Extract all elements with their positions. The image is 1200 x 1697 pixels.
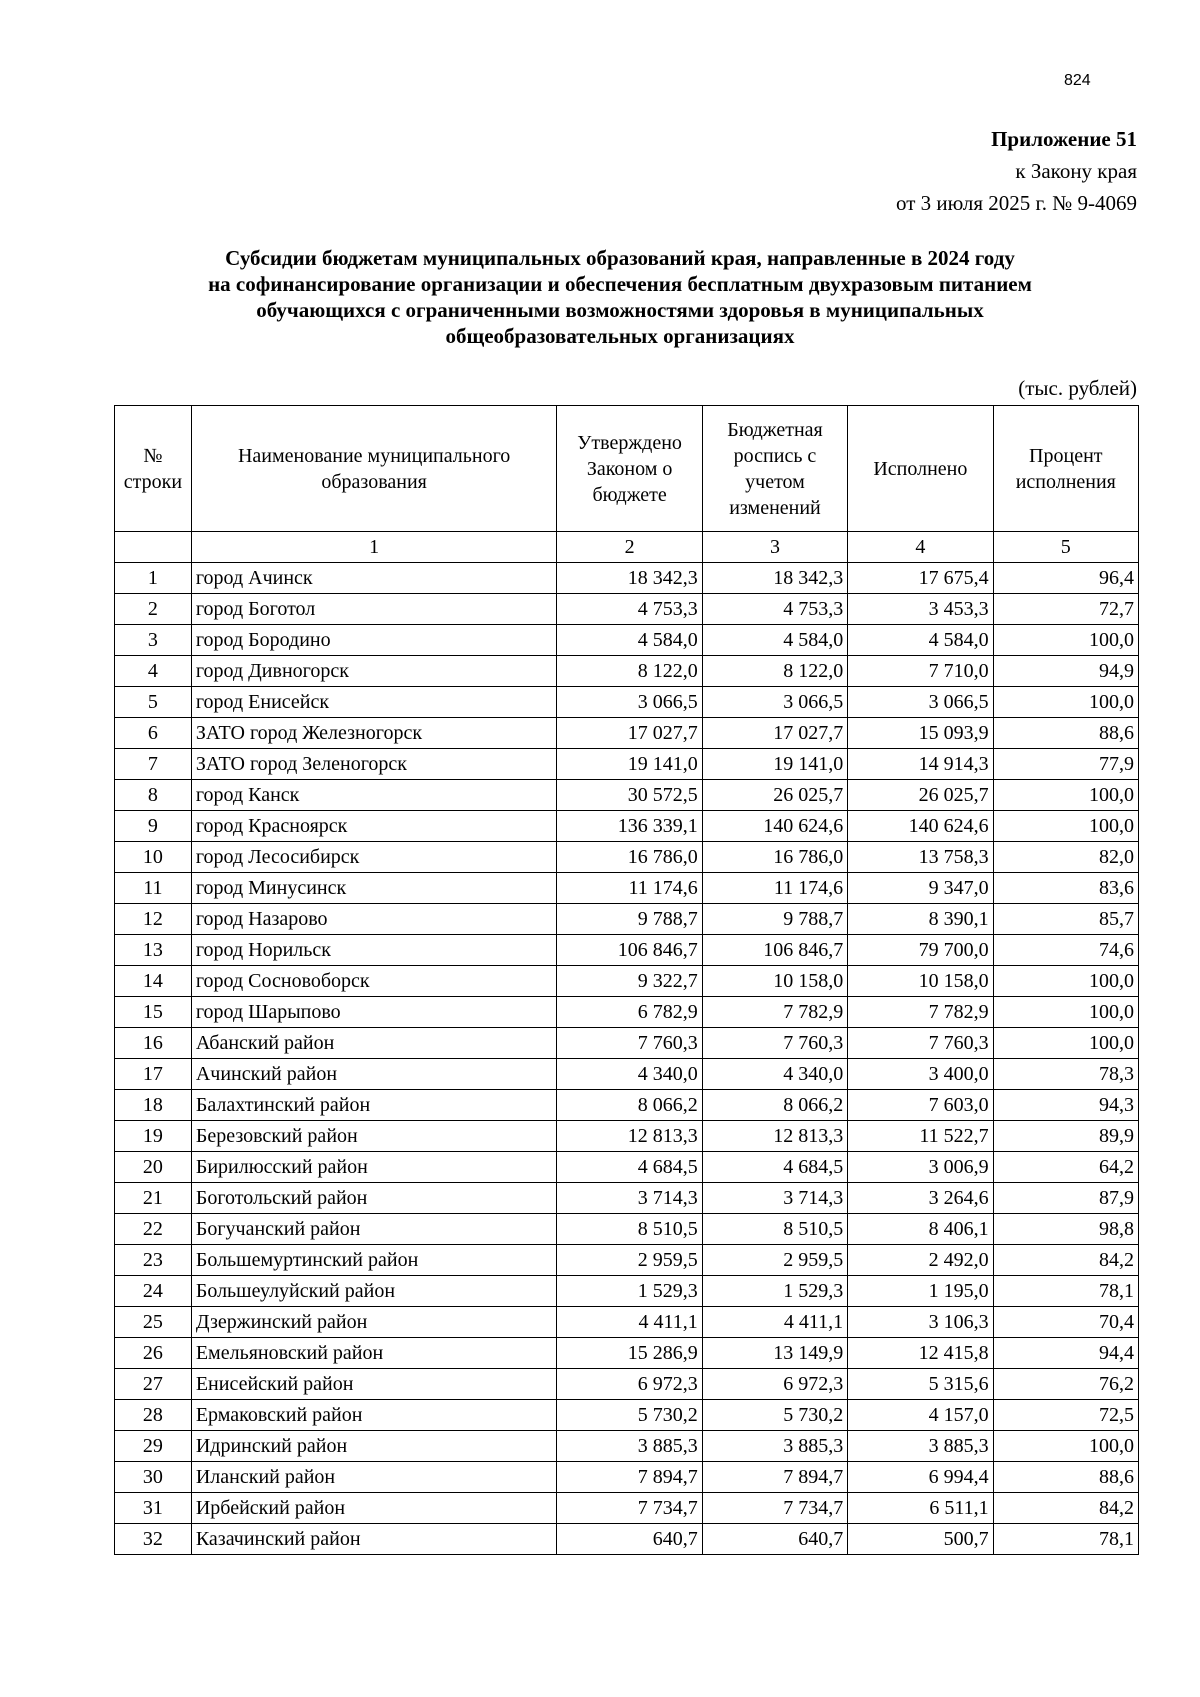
table-row — [115, 687, 1139, 718]
table-row — [115, 594, 1139, 625]
table-row — [115, 904, 1139, 935]
table-row — [115, 811, 1139, 842]
budget-schedule-cell: 26 025,7 — [702, 780, 847, 811]
document-title — [100, 245, 1140, 349]
municipality-cell: город Сосновоборск — [191, 966, 557, 997]
percent-cell: 72,5 — [993, 1400, 1138, 1431]
executed-cell: 14 914,3 — [848, 749, 993, 780]
header-municipality: Наименование муниципального образования — [191, 406, 557, 532]
row-number-cell: 32 — [115, 1524, 192, 1555]
table-row — [115, 625, 1139, 656]
municipality-cell: город Канск — [191, 780, 557, 811]
executed-cell: 10 158,0 — [848, 966, 993, 997]
municipality-cell: город Назарово — [191, 904, 557, 935]
header-approved: Утверждено Законом о бюджете — [557, 406, 702, 532]
municipality-cell: Ермаковский район — [191, 1400, 557, 1431]
approved-cell: 11 174,6 — [557, 873, 702, 904]
budget-schedule-cell: 7 782,9 — [702, 997, 847, 1028]
header-row-number: № строки — [115, 406, 192, 532]
budget-schedule-cell: 11 174,6 — [702, 873, 847, 904]
percent-cell: 96,4 — [993, 563, 1138, 594]
approved-cell: 19 141,0 — [557, 749, 702, 780]
percent-cell: 74,6 — [993, 935, 1138, 966]
row-number-cell: 20 — [115, 1152, 192, 1183]
approved-cell: 8 122,0 — [557, 656, 702, 687]
row-number-cell: 7 — [115, 749, 192, 780]
percent-cell: 77,9 — [993, 749, 1138, 780]
percent-cell: 70,4 — [993, 1307, 1138, 1338]
approved-cell: 8 066,2 — [557, 1090, 702, 1121]
municipality-cell: город Лесосибирск — [191, 842, 557, 873]
percent-cell: 100,0 — [993, 1431, 1138, 1462]
approved-cell: 6 782,9 — [557, 997, 702, 1028]
table-row — [115, 1338, 1139, 1369]
percent-cell: 88,6 — [993, 718, 1138, 749]
executed-cell: 11 522,7 — [848, 1121, 993, 1152]
percent-cell: 94,4 — [993, 1338, 1138, 1369]
subsidies-table — [114, 405, 1139, 1555]
budget-schedule-cell: 4 411,1 — [702, 1307, 847, 1338]
approved-cell: 12 813,3 — [557, 1121, 702, 1152]
budget-schedule-cell: 8 066,2 — [702, 1090, 847, 1121]
table-row — [115, 1090, 1139, 1121]
budget-schedule-cell: 4 340,0 — [702, 1059, 847, 1090]
executed-cell: 2 492,0 — [848, 1245, 993, 1276]
percent-cell: 100,0 — [993, 780, 1138, 811]
approved-cell: 136 339,1 — [557, 811, 702, 842]
row-number-cell: 11 — [115, 873, 192, 904]
municipality-cell: Иланский район — [191, 1462, 557, 1493]
approved-cell: 2 959,5 — [557, 1245, 702, 1276]
table-row — [115, 1028, 1139, 1059]
table-row — [115, 842, 1139, 873]
table-row — [115, 780, 1139, 811]
budget-schedule-cell: 140 624,6 — [702, 811, 847, 842]
budget-schedule-cell: 7 734,7 — [702, 1493, 847, 1524]
budget-schedule-cell: 3 714,3 — [702, 1183, 847, 1214]
budget-schedule-cell: 9 788,7 — [702, 904, 847, 935]
municipality-cell: Абанский район — [191, 1028, 557, 1059]
table-row — [115, 1121, 1139, 1152]
percent-cell: 100,0 — [993, 625, 1138, 656]
budget-schedule-cell: 2 959,5 — [702, 1245, 847, 1276]
title-line: на софинансирование организации и обеспечения бесплатным двухразовым питанием — [208, 272, 1032, 296]
executed-cell: 3 264,6 — [848, 1183, 993, 1214]
row-number-cell: 28 — [115, 1400, 192, 1431]
municipality-cell: Дзержинский район — [191, 1307, 557, 1338]
table-row — [115, 1400, 1139, 1431]
row-number-cell: 14 — [115, 966, 192, 997]
table-row — [115, 1059, 1139, 1090]
page-number: 824 — [1064, 72, 1091, 89]
percent-cell: 84,2 — [993, 1245, 1138, 1276]
percent-cell: 78,1 — [993, 1276, 1138, 1307]
municipality-cell: город Боготол — [191, 594, 557, 625]
row-number-cell: 16 — [115, 1028, 192, 1059]
header-executed: Исполнено — [848, 406, 993, 532]
executed-cell: 3 453,3 — [848, 594, 993, 625]
municipality-cell: Большеулуйский район — [191, 1276, 557, 1307]
approved-cell: 3 885,3 — [557, 1431, 702, 1462]
row-number-cell: 1 — [115, 563, 192, 594]
executed-cell: 8 406,1 — [848, 1214, 993, 1245]
executed-cell: 4 157,0 — [848, 1400, 993, 1431]
row-number-cell: 22 — [115, 1214, 192, 1245]
row-number-cell: 3 — [115, 625, 192, 656]
approved-cell: 640,7 — [557, 1524, 702, 1555]
municipality-cell: Казачинский район — [191, 1524, 557, 1555]
approved-cell: 5 730,2 — [557, 1400, 702, 1431]
executed-cell: 7 782,9 — [848, 997, 993, 1028]
table-row — [115, 718, 1139, 749]
executed-cell: 140 624,6 — [848, 811, 993, 842]
row-number-cell: 13 — [115, 935, 192, 966]
approved-cell: 4 684,5 — [557, 1152, 702, 1183]
executed-cell: 3 106,3 — [848, 1307, 993, 1338]
executed-cell: 15 093,9 — [848, 718, 993, 749]
title-line: обучающихся с ограниченными возможностями здоровья в муниципальных — [256, 298, 984, 322]
row-number-cell: 9 — [115, 811, 192, 842]
executed-cell: 17 675,4 — [848, 563, 993, 594]
table-row — [115, 563, 1139, 594]
budget-schedule-cell: 4 584,0 — [702, 625, 847, 656]
percent-cell: 89,9 — [993, 1121, 1138, 1152]
column-number: 5 — [993, 532, 1138, 563]
approved-cell: 8 510,5 — [557, 1214, 702, 1245]
percent-cell: 84,2 — [993, 1493, 1138, 1524]
table-row — [115, 966, 1139, 997]
approved-cell: 17 027,7 — [557, 718, 702, 749]
municipality-cell: город Енисейск — [191, 687, 557, 718]
municipality-cell: город Дивногорск — [191, 656, 557, 687]
municipality-cell: Емельяновский район — [191, 1338, 557, 1369]
row-number-cell: 30 — [115, 1462, 192, 1493]
municipality-cell: Богучанский район — [191, 1214, 557, 1245]
table-body — [115, 563, 1139, 1555]
municipality-cell: город Бородино — [191, 625, 557, 656]
row-number-cell: 6 — [115, 718, 192, 749]
table-row — [115, 749, 1139, 780]
executed-cell: 26 025,7 — [848, 780, 993, 811]
percent-cell: 87,9 — [993, 1183, 1138, 1214]
percent-cell: 78,1 — [993, 1524, 1138, 1555]
budget-schedule-cell: 4 753,3 — [702, 594, 847, 625]
budget-schedule-cell: 18 342,3 — [702, 563, 847, 594]
municipality-cell: Ачинский район — [191, 1059, 557, 1090]
budget-schedule-cell: 640,7 — [702, 1524, 847, 1555]
percent-cell: 100,0 — [993, 997, 1138, 1028]
municipality-cell: город Минусинск — [191, 873, 557, 904]
percent-cell: 83,6 — [993, 873, 1138, 904]
row-number-cell: 17 — [115, 1059, 192, 1090]
table-row — [115, 1307, 1139, 1338]
percent-cell: 98,8 — [993, 1214, 1138, 1245]
table-row — [115, 1369, 1139, 1400]
executed-cell: 13 758,3 — [848, 842, 993, 873]
budget-schedule-cell: 1 529,3 — [702, 1276, 847, 1307]
municipality-cell: Бирилюсский район — [191, 1152, 557, 1183]
approved-cell: 6 972,3 — [557, 1369, 702, 1400]
table-row — [115, 1245, 1139, 1276]
executed-cell: 6 994,4 — [848, 1462, 993, 1493]
column-number: 4 — [848, 532, 993, 563]
approved-cell: 7 760,3 — [557, 1028, 702, 1059]
approved-cell: 4 753,3 — [557, 594, 702, 625]
approved-cell: 16 786,0 — [557, 842, 702, 873]
row-number-cell: 29 — [115, 1431, 192, 1462]
municipality-cell: город Шарыпово — [191, 997, 557, 1028]
municipality-cell: Енисейский район — [191, 1369, 557, 1400]
table-row — [115, 1431, 1139, 1462]
budget-schedule-cell: 5 730,2 — [702, 1400, 847, 1431]
table-row — [115, 935, 1139, 966]
budget-schedule-cell: 3 885,3 — [702, 1431, 847, 1462]
approved-cell: 1 529,3 — [557, 1276, 702, 1307]
title-line: Субсидии бюджетам муниципальных образований края, направленные в 2024 году — [225, 246, 1015, 270]
municipality-cell: Идринский район — [191, 1431, 557, 1462]
municipality-cell: Большемуртинский район — [191, 1245, 557, 1276]
municipality-cell: Березовский район — [191, 1121, 557, 1152]
budget-schedule-cell: 19 141,0 — [702, 749, 847, 780]
header-percent: Процент исполнения — [993, 406, 1138, 532]
table-row — [115, 1462, 1139, 1493]
percent-cell: 76,2 — [993, 1369, 1138, 1400]
table-row — [115, 1214, 1139, 1245]
row-number-cell: 23 — [115, 1245, 192, 1276]
approved-cell: 7 894,7 — [557, 1462, 702, 1493]
municipality-cell: город Норильск — [191, 935, 557, 966]
table-row — [115, 997, 1139, 1028]
approved-cell: 9 788,7 — [557, 904, 702, 935]
executed-cell: 12 415,8 — [848, 1338, 993, 1369]
budget-schedule-cell: 4 684,5 — [702, 1152, 847, 1183]
executed-cell: 7 710,0 — [848, 656, 993, 687]
row-number-cell: 31 — [115, 1493, 192, 1524]
approved-cell: 4 340,0 — [557, 1059, 702, 1090]
percent-cell: 100,0 — [993, 687, 1138, 718]
approved-cell: 3 066,5 — [557, 687, 702, 718]
municipality-cell: город Ачинск — [191, 563, 557, 594]
executed-cell: 9 347,0 — [848, 873, 993, 904]
executed-cell: 500,7 — [848, 1524, 993, 1555]
row-number-cell: 25 — [115, 1307, 192, 1338]
municipality-cell: Ирбейский район — [191, 1493, 557, 1524]
percent-cell: 94,9 — [993, 656, 1138, 687]
budget-schedule-cell: 7 894,7 — [702, 1462, 847, 1493]
executed-cell: 7 603,0 — [848, 1090, 993, 1121]
executed-cell: 3 006,9 — [848, 1152, 993, 1183]
executed-cell: 4 584,0 — [848, 625, 993, 656]
appendix-law-ref: к Закону края — [1015, 159, 1137, 183]
percent-cell: 94,3 — [993, 1090, 1138, 1121]
row-number-cell: 4 — [115, 656, 192, 687]
percent-cell: 85,7 — [993, 904, 1138, 935]
table-row — [115, 1183, 1139, 1214]
row-number-cell: 5 — [115, 687, 192, 718]
budget-schedule-cell: 13 149,9 — [702, 1338, 847, 1369]
column-number: 3 — [702, 532, 847, 563]
percent-cell: 72,7 — [993, 594, 1138, 625]
row-number-cell: 12 — [115, 904, 192, 935]
column-number: 2 — [557, 532, 702, 563]
budget-schedule-cell: 8 122,0 — [702, 656, 847, 687]
percent-cell: 82,0 — [993, 842, 1138, 873]
title-line: общеобразовательных организациях — [445, 324, 795, 348]
row-number-cell: 18 — [115, 1090, 192, 1121]
approved-cell: 7 734,7 — [557, 1493, 702, 1524]
executed-cell: 3 400,0 — [848, 1059, 993, 1090]
header-row — [115, 406, 1139, 532]
approved-cell: 15 286,9 — [557, 1338, 702, 1369]
table-row — [115, 1152, 1139, 1183]
approved-cell: 18 342,3 — [557, 563, 702, 594]
table-row — [115, 656, 1139, 687]
row-number-cell: 24 — [115, 1276, 192, 1307]
municipality-cell: ЗАТО город Железногорск — [191, 718, 557, 749]
budget-schedule-cell: 7 760,3 — [702, 1028, 847, 1059]
percent-cell: 88,6 — [993, 1462, 1138, 1493]
unit-label: (тыс. рублей) — [1018, 376, 1137, 400]
table-row — [115, 1493, 1139, 1524]
executed-cell: 8 390,1 — [848, 904, 993, 935]
approved-cell: 4 584,0 — [557, 625, 702, 656]
approved-cell: 3 714,3 — [557, 1183, 702, 1214]
table-row — [115, 1276, 1139, 1307]
budget-schedule-cell: 106 846,7 — [702, 935, 847, 966]
row-number-cell: 26 — [115, 1338, 192, 1369]
table-row — [115, 873, 1139, 904]
column-number: 1 — [191, 532, 557, 563]
executed-cell: 1 195,0 — [848, 1276, 993, 1307]
approved-cell: 106 846,7 — [557, 935, 702, 966]
budget-schedule-cell: 3 066,5 — [702, 687, 847, 718]
row-number-cell: 19 — [115, 1121, 192, 1152]
budget-schedule-cell: 17 027,7 — [702, 718, 847, 749]
row-number-cell: 21 — [115, 1183, 192, 1214]
row-number-cell: 15 — [115, 997, 192, 1028]
municipality-cell: Балахтинский район — [191, 1090, 557, 1121]
executed-cell: 79 700,0 — [848, 935, 993, 966]
appendix-title: Приложение 51 — [991, 127, 1137, 151]
budget-schedule-cell: 8 510,5 — [702, 1214, 847, 1245]
executed-cell: 3 066,5 — [848, 687, 993, 718]
executed-cell: 3 885,3 — [848, 1431, 993, 1462]
percent-cell: 78,3 — [993, 1059, 1138, 1090]
table-row — [115, 1524, 1139, 1555]
percent-cell: 100,0 — [993, 1028, 1138, 1059]
executed-cell: 6 511,1 — [848, 1493, 993, 1524]
municipality-cell: город Красноярск — [191, 811, 557, 842]
approved-cell: 4 411,1 — [557, 1307, 702, 1338]
percent-cell: 100,0 — [993, 811, 1138, 842]
row-number-cell: 27 — [115, 1369, 192, 1400]
budget-schedule-cell: 6 972,3 — [702, 1369, 847, 1400]
row-number-cell: 10 — [115, 842, 192, 873]
appendix-law-date: от 3 июля 2025 г. № 9-4069 — [896, 191, 1137, 215]
column-number-row — [115, 532, 1139, 563]
row-number-cell: 2 — [115, 594, 192, 625]
budget-schedule-cell: 10 158,0 — [702, 966, 847, 997]
approved-cell: 30 572,5 — [557, 780, 702, 811]
appendix-block — [896, 123, 1137, 219]
budget-schedule-cell: 16 786,0 — [702, 842, 847, 873]
column-number-empty — [115, 532, 192, 563]
approved-cell: 9 322,7 — [557, 966, 702, 997]
header-budget-schedule: Бюджетная роспись с учетом изменений — [702, 406, 847, 532]
executed-cell: 7 760,3 — [848, 1028, 993, 1059]
municipality-cell: ЗАТО город Зеленогорск — [191, 749, 557, 780]
municipality-cell: Боготольский район — [191, 1183, 557, 1214]
budget-schedule-cell: 12 813,3 — [702, 1121, 847, 1152]
executed-cell: 5 315,6 — [848, 1369, 993, 1400]
row-number-cell: 8 — [115, 780, 192, 811]
percent-cell: 100,0 — [993, 966, 1138, 997]
percent-cell: 64,2 — [993, 1152, 1138, 1183]
